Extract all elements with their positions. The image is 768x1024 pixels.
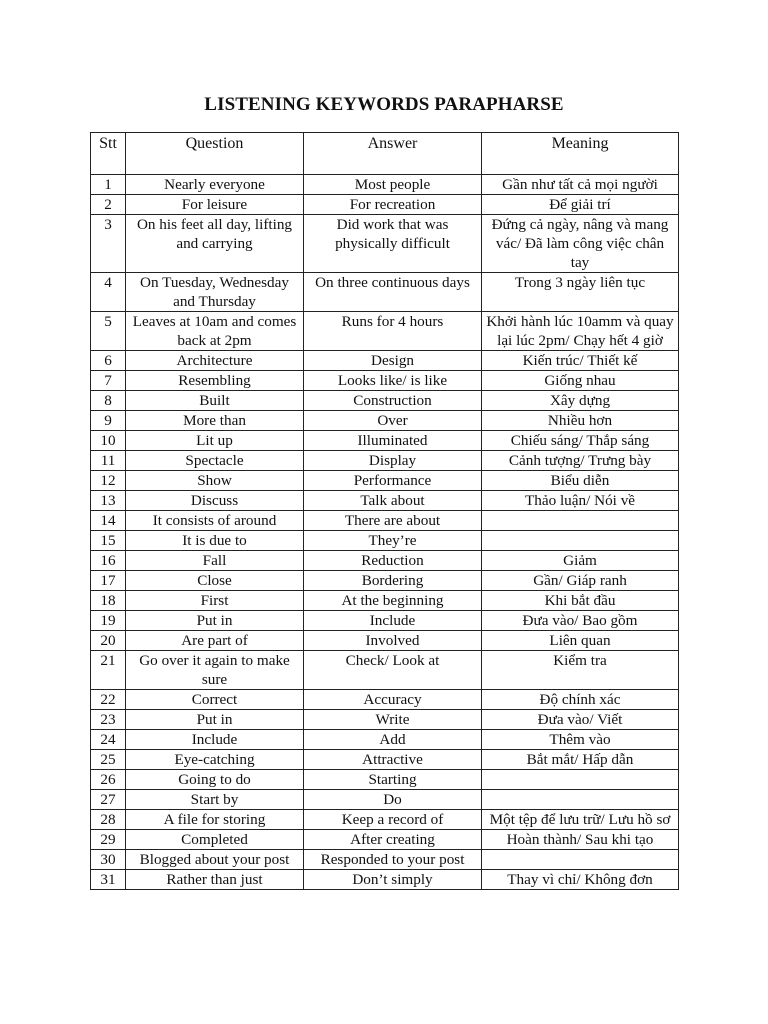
cell-stt: 10 (91, 431, 126, 451)
cell-question: Correct (126, 690, 304, 710)
cell-meaning: Thảo luận/ Nói về (482, 491, 679, 511)
cell-stt: 25 (91, 750, 126, 770)
cell-question: Eye-catching (126, 750, 304, 770)
cell-answer: At the beginning (304, 591, 482, 611)
cell-answer: Keep a record of (304, 810, 482, 830)
cell-question: Blogged about your post (126, 850, 304, 870)
cell-answer: Involved (304, 631, 482, 651)
cell-answer: Don’t simply (304, 870, 482, 890)
cell-meaning: Trong 3 ngày liên tục (482, 273, 679, 312)
cell-meaning: Chiếu sáng/ Thắp sáng (482, 431, 679, 451)
cell-meaning: Đưa vào/ Bao gồm (482, 611, 679, 631)
table-row (91, 175, 679, 195)
cell-meaning: Khởi hành lúc 10amm và quay lại lúc 2pm/ Chạy hết 4 giờ (482, 312, 679, 351)
cell-stt: 6 (91, 351, 126, 371)
table-row (91, 215, 679, 273)
cell-question: Resembling (126, 371, 304, 391)
cell-stt: 23 (91, 710, 126, 730)
cell-stt: 5 (91, 312, 126, 351)
cell-meaning: Xây dựng (482, 391, 679, 411)
cell-meaning: Biểu diễn (482, 471, 679, 491)
table-row (91, 770, 679, 790)
table-row (91, 431, 679, 451)
cell-question: Completed (126, 830, 304, 850)
cell-answer: Did work that was physically difficult (304, 215, 482, 273)
table-row (91, 690, 679, 710)
table-row (91, 730, 679, 750)
cell-answer: Accuracy (304, 690, 482, 710)
table-row (91, 790, 679, 810)
cell-answer: Display (304, 451, 482, 471)
cell-stt: 20 (91, 631, 126, 651)
cell-stt: 26 (91, 770, 126, 790)
cell-question: Start by (126, 790, 304, 810)
cell-meaning: Khi bắt đầu (482, 591, 679, 611)
cell-meaning: Để giải trí (482, 195, 679, 215)
cell-answer: Runs for 4 hours (304, 312, 482, 351)
table-row (91, 511, 679, 531)
cell-meaning: Một tệp để lưu trữ/ Lưu hồ sơ (482, 810, 679, 830)
table-row (91, 551, 679, 571)
cell-question: Spectacle (126, 451, 304, 471)
cell-stt: 16 (91, 551, 126, 571)
cell-meaning (482, 850, 679, 870)
cell-question: Include (126, 730, 304, 750)
cell-stt: 7 (91, 371, 126, 391)
cell-stt: 24 (91, 730, 126, 750)
cell-answer: Illuminated (304, 431, 482, 451)
cell-question: Built (126, 391, 304, 411)
table-row (91, 810, 679, 830)
document-title: LISTENING KEYWORDS PARAPHARSE (204, 94, 564, 115)
cell-answer: Talk about (304, 491, 482, 511)
cell-question: Put in (126, 611, 304, 631)
table-row (91, 531, 679, 551)
cell-meaning: Giảm (482, 551, 679, 571)
table-row (91, 591, 679, 611)
table-row (91, 631, 679, 651)
cell-stt: 17 (91, 571, 126, 591)
cell-stt: 12 (91, 471, 126, 491)
cell-meaning: Thêm vào (482, 730, 679, 750)
cell-stt: 9 (91, 411, 126, 431)
cell-question: Nearly everyone (126, 175, 304, 195)
cell-stt: 19 (91, 611, 126, 631)
cell-stt: 22 (91, 690, 126, 710)
cell-meaning: Cảnh tượng/ Trưng bày (482, 451, 679, 471)
cell-stt: 29 (91, 830, 126, 850)
table-row (91, 651, 679, 690)
cell-stt: 11 (91, 451, 126, 471)
cell-question: Rather than just (126, 870, 304, 890)
cell-question: Close (126, 571, 304, 591)
table-row (91, 710, 679, 730)
cell-question: Architecture (126, 351, 304, 371)
cell-stt: 18 (91, 591, 126, 611)
cell-question: Go over it again to make sure (126, 651, 304, 690)
header-question: Question (126, 133, 304, 175)
table-row (91, 195, 679, 215)
cell-question: Going to do (126, 770, 304, 790)
table-header-row (91, 133, 679, 175)
cell-stt: 27 (91, 790, 126, 810)
cell-question: Put in (126, 710, 304, 730)
cell-meaning: Liên quan (482, 631, 679, 651)
table-row (91, 870, 679, 890)
cell-question: First (126, 591, 304, 611)
cell-meaning (482, 770, 679, 790)
cell-stt: 28 (91, 810, 126, 830)
cell-answer: Looks like/ is like (304, 371, 482, 391)
cell-meaning (482, 790, 679, 810)
cell-meaning: Độ chính xác (482, 690, 679, 710)
table-row (91, 312, 679, 351)
cell-question: Leaves at 10am and comes back at 2pm (126, 312, 304, 351)
cell-meaning: Gần như tất cả mọi người (482, 175, 679, 195)
cell-answer: There are about (304, 511, 482, 531)
cell-meaning: Nhiều hơn (482, 411, 679, 431)
cell-question: More than (126, 411, 304, 431)
cell-question: On Tuesday, Wednesday and Thursday (126, 273, 304, 312)
table-row (91, 750, 679, 770)
cell-answer: Reduction (304, 551, 482, 571)
cell-question: Are part of (126, 631, 304, 651)
cell-question: Fall (126, 551, 304, 571)
cell-question: It is due to (126, 531, 304, 551)
cell-question: Discuss (126, 491, 304, 511)
cell-stt: 1 (91, 175, 126, 195)
header-meaning: Meaning (482, 133, 679, 175)
cell-answer: They’re (304, 531, 482, 551)
cell-stt: 13 (91, 491, 126, 511)
cell-stt: 3 (91, 215, 126, 273)
cell-answer: After creating (304, 830, 482, 850)
table-row (91, 351, 679, 371)
table-row (91, 571, 679, 591)
table-row (91, 273, 679, 312)
header-stt: Stt (91, 133, 126, 175)
cell-stt: 15 (91, 531, 126, 551)
cell-stt: 8 (91, 391, 126, 411)
cell-answer: Check/ Look at (304, 651, 482, 690)
cell-question: Show (126, 471, 304, 491)
header-answer: Answer (304, 133, 482, 175)
cell-answer: Starting (304, 770, 482, 790)
table-row (91, 391, 679, 411)
keywords-table (90, 132, 679, 890)
cell-question: For leisure (126, 195, 304, 215)
cell-answer: Performance (304, 471, 482, 491)
cell-answer: Most people (304, 175, 482, 195)
cell-meaning: Gần/ Giáp ranh (482, 571, 679, 591)
cell-answer: Write (304, 710, 482, 730)
table-row (91, 451, 679, 471)
cell-question: A file for storing (126, 810, 304, 830)
table-row (91, 611, 679, 631)
cell-answer: Bordering (304, 571, 482, 591)
cell-meaning: Kiểm tra (482, 651, 679, 690)
cell-stt: 14 (91, 511, 126, 531)
cell-answer: Include (304, 611, 482, 631)
cell-stt: 4 (91, 273, 126, 312)
cell-answer: On three continuous days (304, 273, 482, 312)
cell-answer: For recreation (304, 195, 482, 215)
cell-meaning: Thay vì chỉ/ Không đơn (482, 870, 679, 890)
table-row (91, 850, 679, 870)
cell-question: It consists of around (126, 511, 304, 531)
cell-meaning: Kiến trúc/ Thiết kế (482, 351, 679, 371)
cell-answer: Add (304, 730, 482, 750)
cell-stt: 31 (91, 870, 126, 890)
table-row (91, 830, 679, 850)
cell-answer: Construction (304, 391, 482, 411)
cell-meaning: Giống nhau (482, 371, 679, 391)
cell-meaning (482, 511, 679, 531)
cell-meaning: Đưa vào/ Viết (482, 710, 679, 730)
cell-stt: 2 (91, 195, 126, 215)
cell-question: Lit up (126, 431, 304, 451)
table-row (91, 411, 679, 431)
cell-stt: 21 (91, 651, 126, 690)
cell-meaning: Bắt mắt/ Hấp dẫn (482, 750, 679, 770)
cell-stt: 30 (91, 850, 126, 870)
table-row (91, 371, 679, 391)
cell-question: On his feet all day, lifting and carrying (126, 215, 304, 273)
cell-answer: Over (304, 411, 482, 431)
cell-meaning: Hoàn thành/ Sau khi tạo (482, 830, 679, 850)
table-row (91, 491, 679, 511)
cell-meaning: Đứng cả ngày, nâng và mang vác/ Đã làm công việc chân tay (482, 215, 679, 273)
cell-answer: Do (304, 790, 482, 810)
table-row (91, 471, 679, 491)
cell-answer: Design (304, 351, 482, 371)
cell-meaning (482, 531, 679, 551)
cell-answer: Attractive (304, 750, 482, 770)
cell-answer: Responded to your post (304, 850, 482, 870)
